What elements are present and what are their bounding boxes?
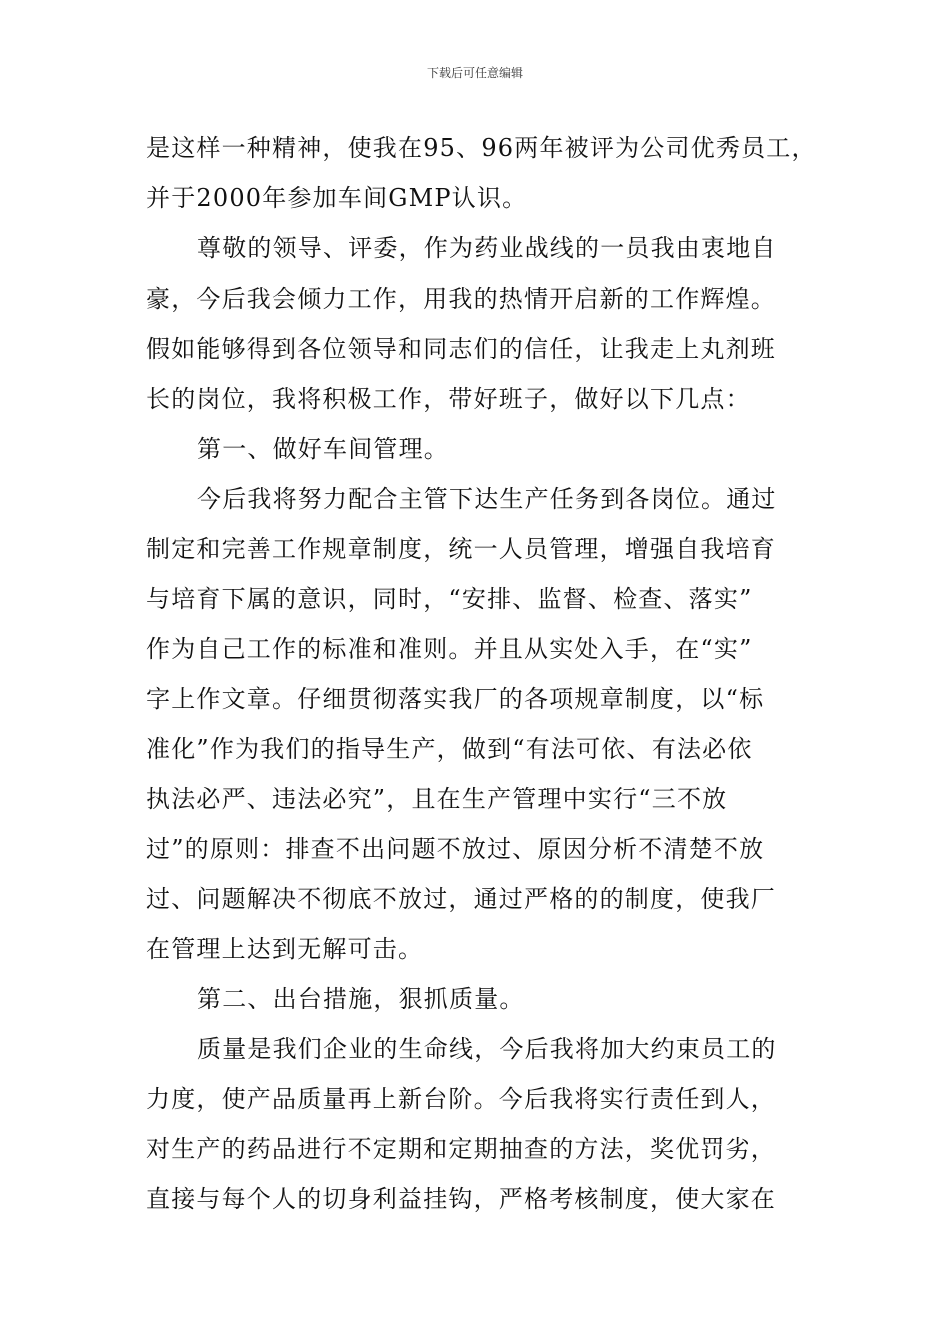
download-note: 下载后可任意编辑 (426, 66, 523, 80)
body-line: 豪，今后我会倾力工作，用我的热情开启新的工作辉煌。 (146, 285, 776, 313)
body-line: 直接与每个人的切身利益挂钩，严格考核制度，使大家在 (146, 1185, 776, 1213)
body-line: 力度，使产品质量再上新台阶。今后我将实行责任到人， (146, 1085, 776, 1113)
paragraph-start-line: 质量是我们企业的生命线，今后我将加大约束员工的 (197, 1035, 777, 1063)
paragraph-start-line: 尊敬的领导、评委，作为药业战线的一员我由衷地自 (197, 234, 777, 262)
section-heading-line: 第一、做好车间管理。 (197, 435, 449, 463)
body-line: 过、问题解决不彻底不放过，通过严格的的制度，使我厂 (146, 885, 776, 913)
section-heading-line: 第二、出台措施，狠抓质量。 (197, 985, 525, 1013)
paragraph-start-line: 今后我将努力配合主管下达生产任务到各岗位。通过 (197, 485, 777, 513)
body-line: 执法必严、违法必究”，且在生产管理中实行“三不放 (146, 785, 728, 813)
body-line: 假如能够得到各位领导和同志们的信任，让我走上丸剂班 (146, 335, 776, 363)
body-line: 制定和完善工作规章制度，统一人员管理，增强自我培育 (146, 535, 776, 563)
body-line: 并于2000年参加车间GMP认识。 (146, 184, 528, 212)
body-line: 过”的原则：排查不出问题不放过、原因分析不清楚不放 (146, 835, 765, 863)
body-line: 在管理上达到无解可击。 (146, 935, 424, 963)
body-line: 对生产的药品进行不定期和定期抽查的方法，奖优罚劣， (146, 1135, 776, 1163)
body-line: 与培育下属的意识，同时，“安排、监督、检查、落实” (146, 585, 753, 613)
body-line: 长的岗位，我将积极工作，带好班子，做好以下几点： (146, 385, 751, 413)
body-line: 准化”作为我们的指导生产，做到“有法可依、有法必依 (146, 735, 753, 763)
body-line: 作为自己工作的标准和准则。并且从实处入手，在“实” (146, 635, 753, 663)
body-line: 字上作文章。仔细贯彻落实我厂的各项规章制度，以“标 (146, 685, 765, 713)
body-line: 是这样一种精神，使我在95、96两年被评为公司优秀员工， (146, 134, 817, 162)
